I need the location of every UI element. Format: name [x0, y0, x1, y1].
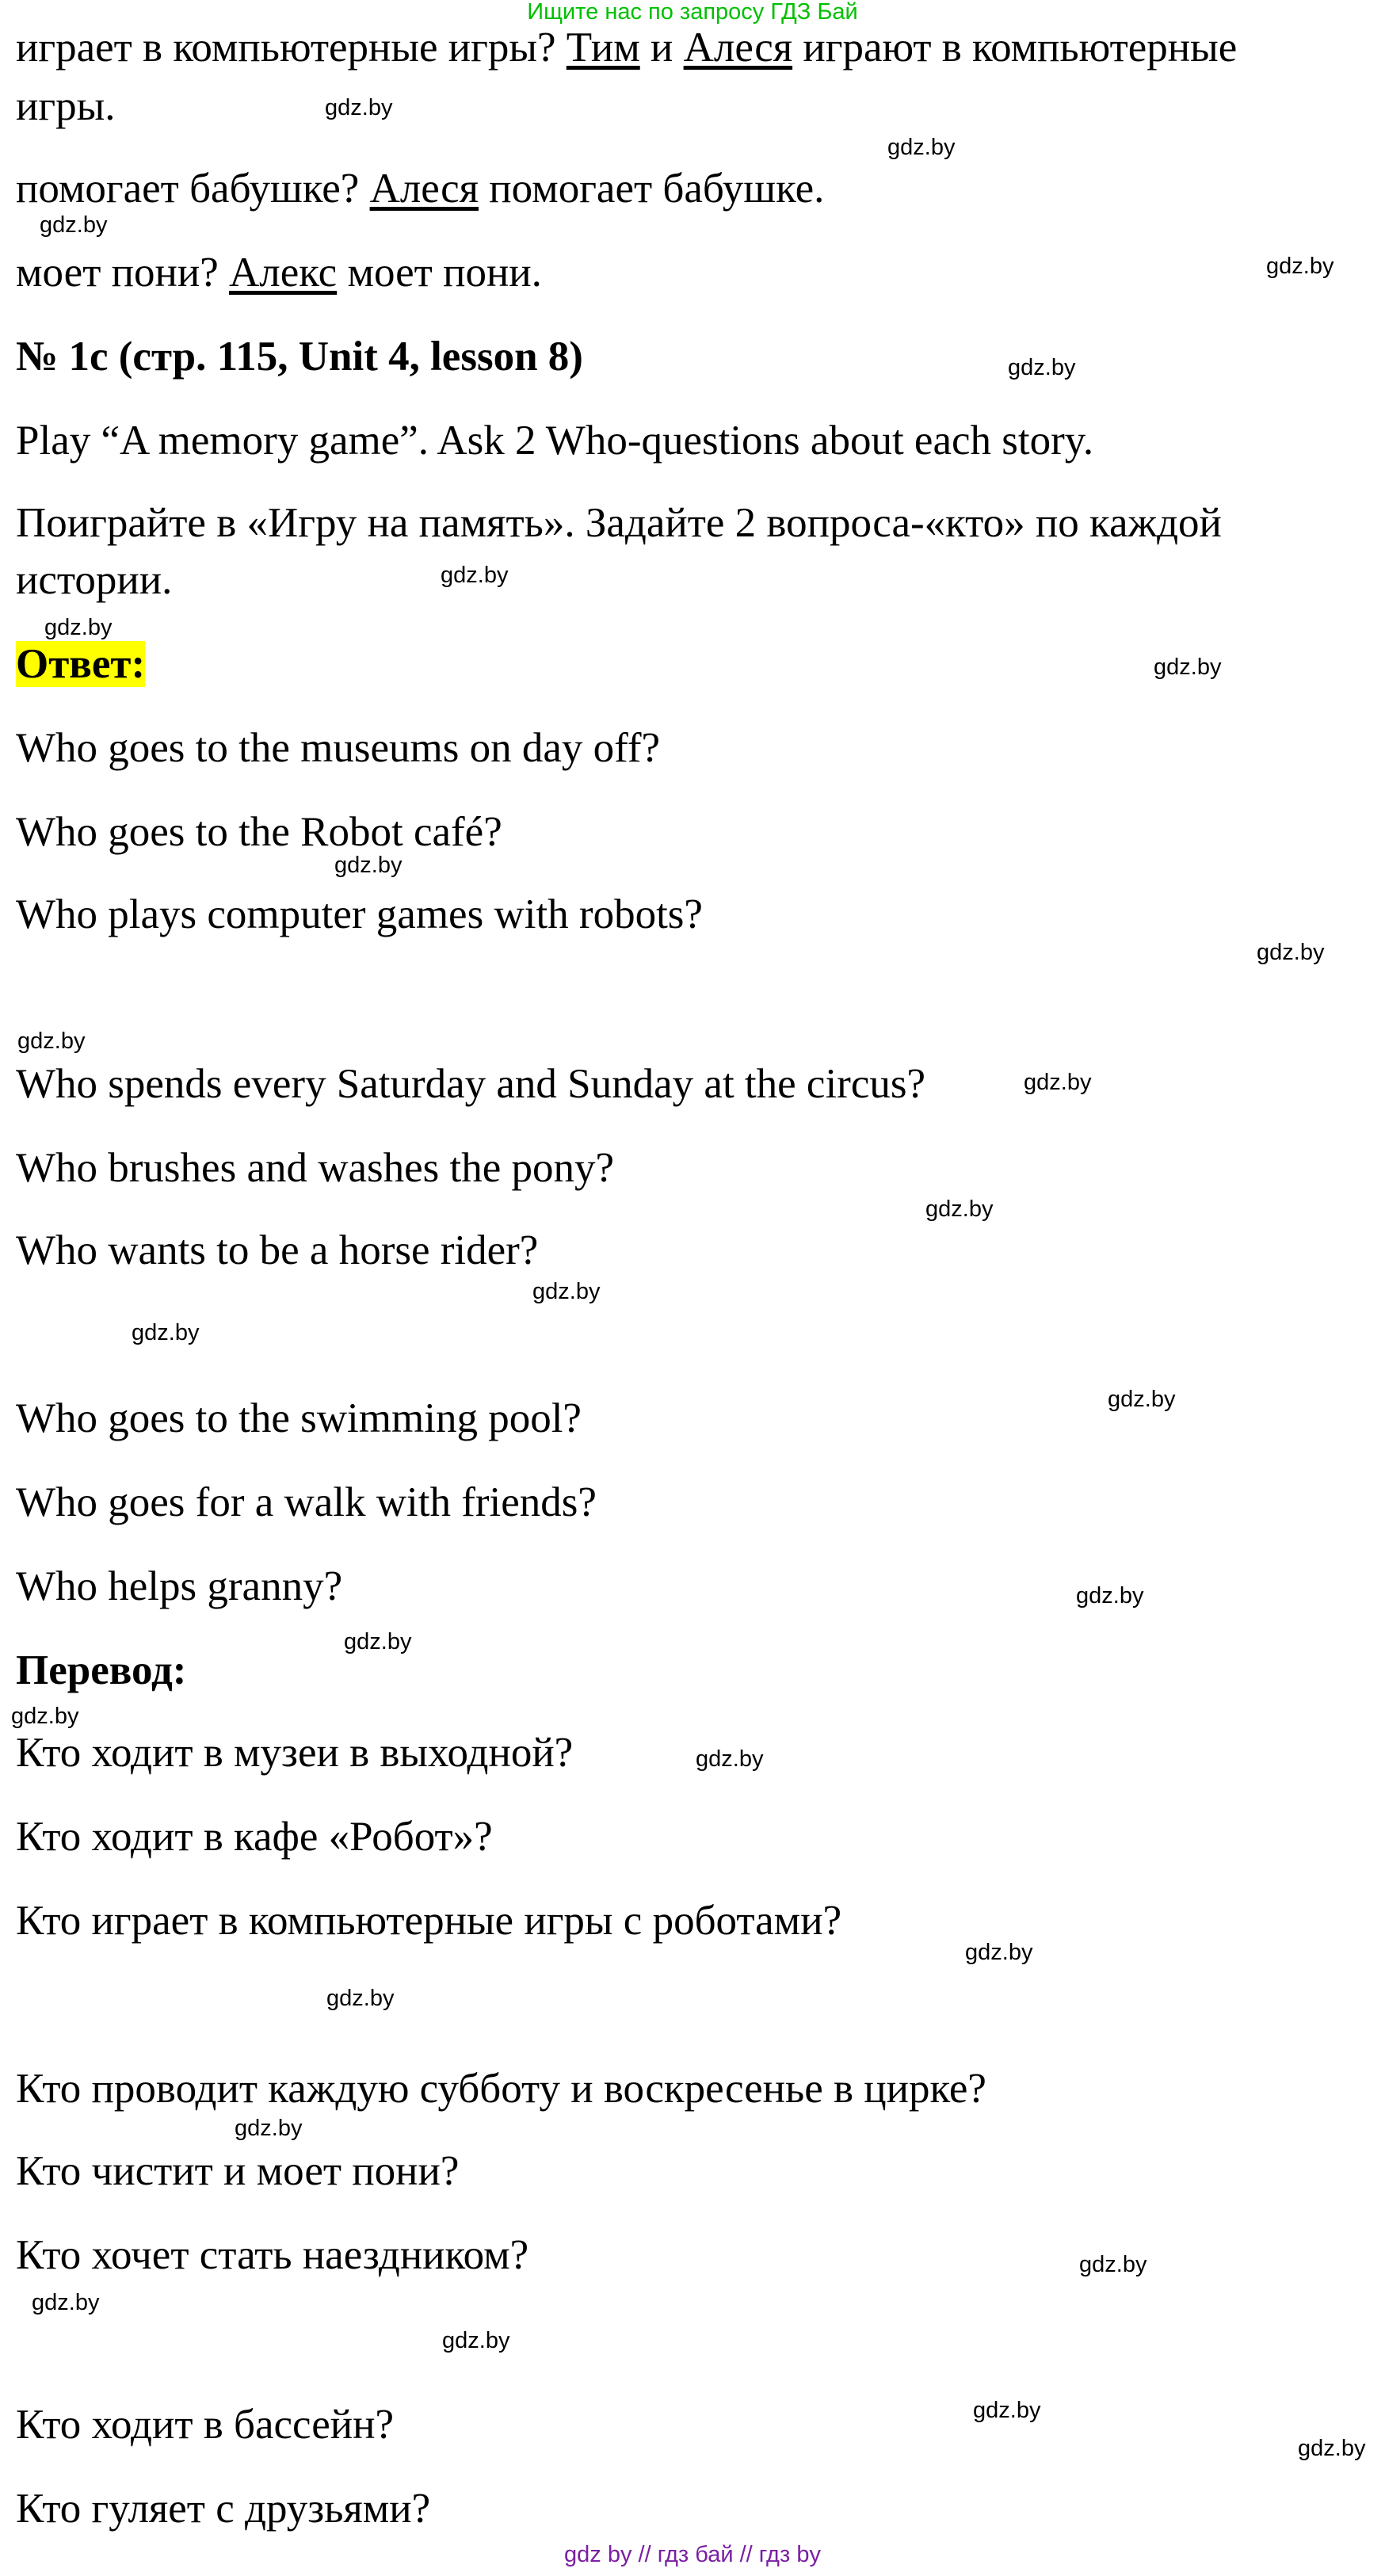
watermark: gdz.by: [1076, 1583, 1144, 1609]
watermark: gdz.by: [344, 1629, 412, 1654]
translation-8: Кто гуляет с друзьями?: [16, 2486, 431, 2532]
answer-label-text: Ответ:: [16, 641, 146, 687]
intro-line-3-prefix: помогает бабушке?: [16, 166, 370, 212]
answer-4: Who spends every Saturday and Sunday at the circus?: [16, 1061, 925, 1107]
watermark: gdz.by: [132, 1320, 200, 1345]
translation-2: Кто ходит в кафе «Робот»?: [16, 1814, 493, 1860]
watermark: gdz.by: [887, 135, 956, 160]
answer-1: Who goes to the museums on day off?: [16, 725, 661, 771]
watermark: gdz.by: [326, 1986, 395, 2011]
watermark: gdz.by: [11, 1704, 79, 1729]
watermark: gdz.by: [1154, 654, 1222, 680]
name-tim: Тим: [566, 25, 640, 71]
watermark: gdz.by: [925, 1196, 994, 1222]
footer-links[interactable]: gdz by // гдз бай // гдз by: [564, 2542, 821, 2567]
watermark: gdz.by: [442, 2328, 510, 2353]
answer-3: Who plays computer games with robots?: [16, 891, 703, 937]
intro-line-4-prefix: моет пони?: [16, 250, 229, 296]
watermark: gdz.by: [1079, 2252, 1147, 2277]
answer-7: Who goes to the swimming pool?: [16, 1395, 582, 1441]
task-instruction-en: Play “A memory game”. Ask 2 Who-questions about each story.: [16, 418, 1094, 464]
answer-6: Who wants to be a horse rider?: [16, 1227, 539, 1273]
watermark: gdz.by: [17, 1028, 86, 1054]
task-heading: № 1c (стр. 115, Unit 4, lesson 8): [16, 334, 583, 380]
intro-line-4-suffix: моет пони.: [337, 250, 542, 296]
answer-8: Who goes for a walk with friends?: [16, 1479, 597, 1525]
answer-label: [16, 640, 145, 688]
watermark: gdz.by: [44, 615, 113, 640]
intro-line-3: [16, 165, 824, 212]
translation-6: Кто хочет стать наездником?: [16, 2232, 529, 2278]
intro-line-1-suffix: играют в компьютерные: [792, 25, 1238, 71]
watermark: gdz.by: [965, 1940, 1033, 1965]
watermark: gdz.by: [325, 95, 393, 120]
watermark: gdz.by: [1257, 940, 1325, 965]
ad-banner[interactable]: Ищите нас по запросу ГДЗ Бай: [527, 0, 858, 25]
translation-7: Кто ходит в бассейн?: [16, 2402, 394, 2448]
watermark: gdz.by: [1266, 254, 1334, 279]
watermark: gdz.by: [1108, 1387, 1176, 1412]
watermark: gdz.by: [32, 2290, 100, 2315]
intro-line-1-and: и: [639, 25, 684, 71]
watermark: gdz.by: [532, 1279, 601, 1304]
watermark: gdz.by: [973, 2398, 1041, 2423]
task-instruction-ru-2: истории.: [16, 557, 173, 603]
answer-2: Who goes to the Robot café?: [16, 809, 502, 855]
translation-label: Перевод:: [16, 1647, 187, 1693]
name-alex: Алекс: [229, 250, 338, 296]
watermark: gdz.by: [1298, 2436, 1366, 2461]
watermark: gdz.by: [334, 853, 403, 878]
watermark: gdz.by: [235, 2116, 303, 2141]
answer-5: Who brushes and washes the pony?: [16, 1145, 615, 1191]
watermark: gdz.by: [696, 1746, 764, 1772]
task-instruction-ru-1: Поиграйте в «Игру на память». Задайте 2 вопроса-«кто» по каждой: [16, 500, 1222, 546]
intro-line-4: [16, 249, 542, 296]
intro-line-1-prefix: играет в компьютерные игры?: [16, 25, 567, 71]
watermark: gdz.by: [1024, 1070, 1092, 1095]
translation-3: Кто играет в компьютерные игры с роботами?: [16, 1898, 842, 1944]
watermark: gdz.by: [1008, 355, 1076, 380]
translation-5: Кто чистит и моет пони?: [16, 2148, 460, 2194]
answer-9: Who helps granny?: [16, 1563, 343, 1609]
name-alesya: Алеся: [683, 25, 793, 71]
intro-line-2: игры.: [16, 83, 116, 129]
translation-1: Кто ходит в музеи в выходной?: [16, 1730, 574, 1776]
watermark: gdz.by: [441, 563, 509, 588]
intro-line-3-suffix: помогает бабушке.: [479, 166, 825, 212]
watermark: gdz.by: [40, 212, 108, 238]
intro-line-1: [16, 24, 1237, 71]
translation-4: Кто проводит каждую субботу и воскресенье в цирке?: [16, 2066, 986, 2112]
name-alesya-2: Алеся: [369, 166, 479, 212]
